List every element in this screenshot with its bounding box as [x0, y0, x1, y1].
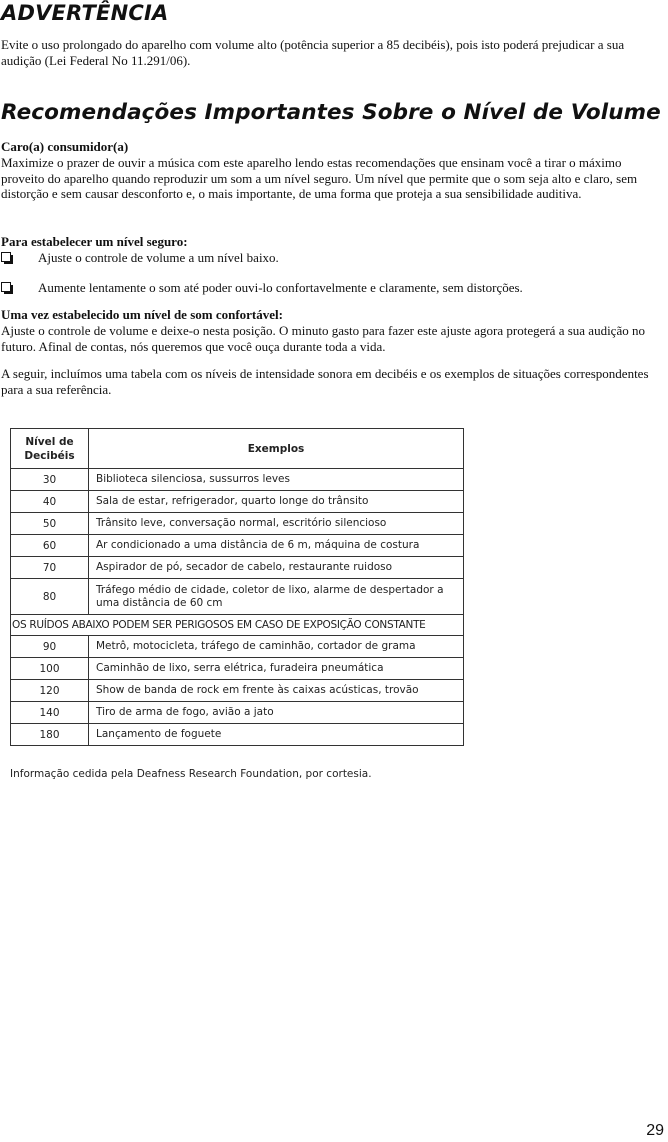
level-cell: 180	[11, 724, 89, 746]
checkbox-icon	[1, 282, 11, 292]
table-row	[11, 557, 464, 579]
example-cell: Trânsito leve, conversação normal, escritório silencioso	[89, 513, 464, 535]
header-examples: Exemplos	[89, 429, 464, 469]
table-row	[11, 579, 464, 615]
table-row	[11, 469, 464, 491]
warning-row	[11, 615, 464, 636]
checkbox-icon	[1, 252, 11, 262]
level-cell: 140	[11, 702, 89, 724]
example-cell: Show de banda de rock em frente às caixas acústicas, trovão	[89, 680, 464, 702]
table-row	[11, 513, 464, 535]
comfortable-heading: Uma vez estabelecido um nível de som confortável:	[1, 307, 283, 322]
level-cell: 30	[11, 469, 89, 491]
warning-heading: ADVERTÊNCIA	[1, 1, 169, 25]
example-cell: Metrô, motocicleta, tráfego de caminhão, cortador de grama	[89, 636, 464, 658]
comfortable-paragraph: Ajuste o controle de volume e deixe-o nesta posição. O minuto gasto para fazer este ajuste agora protegerá a sua audição no futuro. Afinal de contas, nós queremos que você ouça durante toda a vida.	[1, 323, 645, 354]
safe-level-heading: Para estabelecer um nível seguro:	[1, 234, 188, 249]
table-row	[11, 535, 464, 557]
example-cell: Aspirador de pó, secador de cabelo, restaurante ruidoso	[89, 557, 464, 579]
step-text: Ajuste o controle de volume a um nível baixo.	[38, 250, 279, 265]
level-cell: 40	[11, 491, 89, 513]
level-cell: 80	[11, 579, 89, 615]
table-row	[11, 636, 464, 658]
example-cell: Tráfego médio de cidade, coletor de lixo, alarme de despertador a uma distância de 60 cm	[89, 579, 464, 615]
example-cell: Caminhão de lixo, serra elétrica, furadeira pneumática	[89, 658, 464, 680]
example-cell: Biblioteca silenciosa, sussurros leves	[89, 469, 464, 491]
example-cell: Tiro de arma de fogo, avião a jato	[89, 702, 464, 724]
intro-paragraph: Maximize o prazer de ouvir a música com este aparelho lendo estas recomendações que ensinam você a tirar o máximo proveito do aparelho quando reproduzir um som a um nível seguro. Um nível que permite que o som seja alto e claro, sem distorção e sem causar desconforto e, o mais importante, de uma forma que proteja a sua sensibilidade auditiva.	[1, 155, 638, 201]
warning-cell: OS RUÍDOS ABAIXO PODEM SER PERIGOSOS EM CASO DE EXPOSIÇÃO CONSTANTE	[11, 615, 464, 636]
level-cell: 60	[11, 535, 89, 557]
level-cell: 50	[11, 513, 89, 535]
warning-text: Evite o uso prolongado do aparelho com volume alto (potência superior a 85 decibéis), pois isto poderá prejudicar a sua audição (Lei Federal No 11.291/06).	[1, 37, 625, 68]
level-cell: 100	[11, 658, 89, 680]
recommendations-heading: Recomendações Importantes Sobre o Nível de Volume	[1, 100, 661, 125]
table-row	[11, 491, 464, 513]
decibel-table	[10, 428, 464, 746]
table-intro: A seguir, incluímos uma tabela com os níveis de intensidade sonora em decibéis e os exemplos de situações correspondentes para a sua referência.	[1, 366, 649, 397]
table-row	[11, 680, 464, 702]
step-text: Aumente lentamente o som até poder ouvi-lo confortavelmente e claramente, sem distorções.	[38, 280, 523, 295]
table-footnote: Informação cedida pela Deafness Research Foundation, por cortesia.	[10, 768, 372, 780]
page-number: 29	[646, 1122, 664, 1139]
salutation: Caro(a) consumidor(a)	[1, 139, 129, 154]
header-level: Nível de Decibéis	[11, 429, 89, 469]
table-row	[11, 658, 464, 680]
example-cell: Ar condicionado a uma distância de 6 m, máquina de costura	[89, 535, 464, 557]
example-cell: Lançamento de foguete	[89, 724, 464, 746]
level-cell: 90	[11, 636, 89, 658]
level-cell: 70	[11, 557, 89, 579]
table-header-row	[11, 429, 464, 469]
table-row	[11, 702, 464, 724]
level-cell: 120	[11, 680, 89, 702]
example-cell: Sala de estar, refrigerador, quarto longe do trânsito	[89, 491, 464, 513]
table-row	[11, 724, 464, 746]
